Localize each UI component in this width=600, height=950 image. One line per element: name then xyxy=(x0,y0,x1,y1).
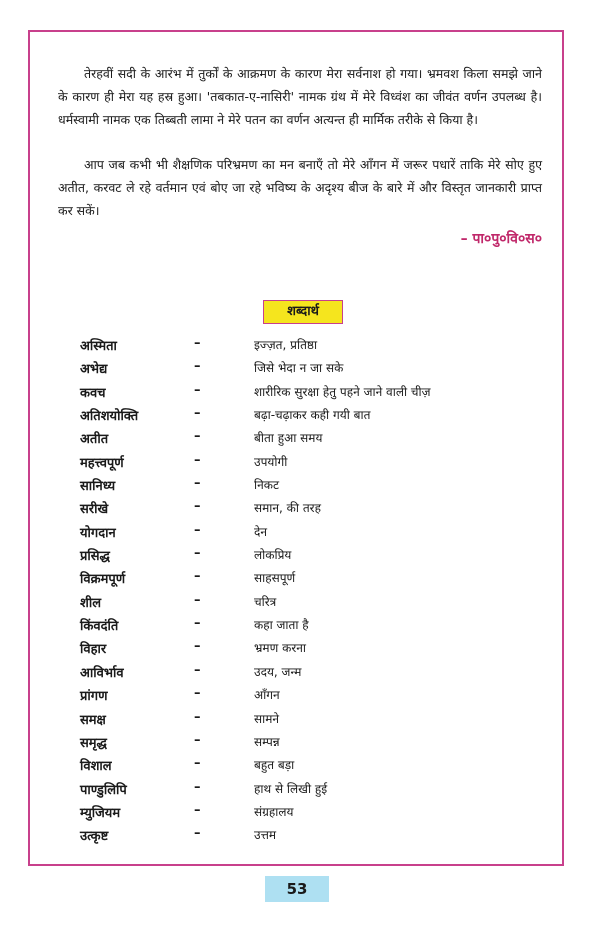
glossary-meaning: सामने xyxy=(254,711,280,726)
glossary-meaning: निकट xyxy=(254,478,280,493)
glossary-word: विशाल xyxy=(80,759,112,775)
glossary-meaning: हाथ से लिखी हुई xyxy=(254,781,328,796)
page-number: 53 xyxy=(265,876,329,902)
glossary-row xyxy=(80,777,520,800)
glossary-word: किंवदंति xyxy=(80,619,119,635)
glossary-meaning: बढ़ा-चढ़ाकर कही गयी बात xyxy=(254,408,371,423)
glossary-dash: – xyxy=(194,592,201,608)
glossary-word: शील xyxy=(80,595,102,611)
glossary-row xyxy=(80,450,520,473)
glossary-word: अस्मिता xyxy=(80,339,117,354)
glossary-row xyxy=(80,356,520,379)
glossary-dash: – xyxy=(194,406,201,422)
glossary-row xyxy=(80,520,520,543)
glossary-dash: – xyxy=(194,569,201,585)
glossary-meaning: कहा जाता है xyxy=(254,618,309,633)
glossary-meaning: संग्रहालय xyxy=(254,804,294,819)
glossary-word: समृद्ध xyxy=(80,735,107,751)
paragraph-2: आप जब कभी भी शैक्षणिक परिभ्रमण का मन बनाएँ तो मेरे आँगन में जरूर पधारें ताकि मेरे सोए हुए अतीत, करवट ले रहे वर्तमान एवं बोए जा रहे भविष्य के अदृश्य बीज के बारे में और विस्तृत जानकारी प्राप्त कर सकें। xyxy=(58,157,542,218)
signature: – पा०पु०वि०स० xyxy=(460,231,542,247)
glossary-word: सानिध्य xyxy=(80,479,116,495)
glossary-row xyxy=(80,823,520,846)
glossary-dash: – xyxy=(194,476,201,492)
glossary-meaning: उपयोगी xyxy=(254,454,288,469)
glossary-word: समक्ष xyxy=(80,712,106,728)
glossary-row xyxy=(80,403,520,426)
glossary-word: कवच xyxy=(80,385,106,401)
glossary-row xyxy=(80,426,520,449)
glossary-row xyxy=(80,613,520,636)
glossary-meaning: चरित्र xyxy=(254,594,277,609)
glossary-word: सरीखे xyxy=(80,502,109,518)
glossary-row xyxy=(80,590,520,613)
glossary-dash: – xyxy=(194,732,201,748)
glossary-dash: – xyxy=(194,639,201,655)
glossary-meaning: भ्रमण करना xyxy=(254,641,306,656)
glossary-word: अभेद्य xyxy=(80,362,108,378)
glossary-word: विहार xyxy=(80,642,107,658)
glossary-meaning: आँगन xyxy=(254,688,280,703)
glossary-dash: – xyxy=(194,662,201,678)
glossary-dash: – xyxy=(194,756,201,772)
glossary-word: महत्त्वपूर्ण xyxy=(80,455,124,471)
glossary-table xyxy=(80,333,520,847)
glossary-word: अतिशयोक्ति xyxy=(80,409,139,425)
glossary-word: उत्कृष्ट xyxy=(80,829,109,845)
glossary-meaning: उदय, जन्म xyxy=(254,664,302,679)
glossary-row xyxy=(80,636,520,659)
glossary-heading: शब्दार्थ xyxy=(263,300,343,324)
glossary-row xyxy=(80,730,520,753)
glossary-dash: – xyxy=(194,802,201,818)
glossary-row xyxy=(80,496,520,519)
glossary-dash: – xyxy=(194,686,201,702)
glossary-meaning: बीता हुआ समय xyxy=(254,431,323,446)
glossary-dash: – xyxy=(194,382,201,398)
glossary-dash: – xyxy=(194,336,201,351)
glossary-dash: – xyxy=(194,429,201,445)
glossary-dash: – xyxy=(194,709,201,725)
glossary-meaning: देन xyxy=(254,524,268,539)
glossary-row xyxy=(80,333,520,356)
glossary-dash: – xyxy=(194,499,201,515)
glossary-word: पाण्डुलिपि xyxy=(80,782,127,798)
glossary-meaning: बहुत बड़ा xyxy=(254,758,295,773)
glossary-meaning: इज्ज़त, प्रतिष्ठा xyxy=(254,338,318,352)
glossary-row xyxy=(80,380,520,403)
glossary-meaning: शारीरिक सुरक्षा हेतु पहने जाने वाली चीज़ xyxy=(254,384,431,399)
glossary-row xyxy=(80,753,520,776)
glossary-word: प्रसिद्ध xyxy=(80,549,110,565)
glossary-word: प्रांगण xyxy=(80,689,108,705)
glossary-meaning: समान, की तरह xyxy=(254,501,321,516)
glossary-word: आविर्भाव xyxy=(80,665,124,681)
glossary-row xyxy=(80,566,520,589)
glossary-word: योगदान xyxy=(80,525,116,541)
glossary-meaning: जिसे भेदा न जा सके xyxy=(254,361,344,376)
glossary-row xyxy=(80,543,520,566)
glossary-dash: – xyxy=(194,522,201,538)
glossary-row xyxy=(80,800,520,823)
glossary-dash: – xyxy=(194,616,201,632)
glossary-row xyxy=(80,707,520,730)
glossary-row xyxy=(80,660,520,683)
glossary-word: म्युजियम xyxy=(80,805,121,821)
paragraph-1: तेरहवीं सदी के आरंभ में तुर्कों के आक्रमण के कारण मेरा सर्वनाश हो गया। भ्रमवश किला समझे जाने के कारण ही मेरा यह हस्र हुआ। 'तबकात-ए-नासिरी' नामक ग्रंथ में मेरे विध्वंश का जीवंत वर्णन उपलब्ध है। धर्मस्वामी नामक एक तिब्बती लामा ने मेरे पतन का वर्णन अत्यन्त ही मार्मिक तरीके से किया है। xyxy=(58,66,542,127)
glossary-meaning: साहसपूर्ण xyxy=(254,571,296,586)
glossary-meaning: सम्पन्न xyxy=(254,734,280,749)
glossary-word: विक्रमपूर्ण xyxy=(80,572,126,588)
glossary-word: अतीत xyxy=(80,432,109,448)
glossary-meaning: उत्तम xyxy=(254,828,277,843)
glossary-dash: – xyxy=(194,452,201,468)
glossary-row xyxy=(80,473,520,496)
glossary-dash: – xyxy=(194,826,201,842)
glossary-dash: – xyxy=(194,359,201,375)
glossary-dash: – xyxy=(194,779,201,795)
glossary-meaning: लोकप्रिय xyxy=(254,548,292,563)
glossary-row xyxy=(80,683,520,706)
glossary-dash: – xyxy=(194,546,201,562)
